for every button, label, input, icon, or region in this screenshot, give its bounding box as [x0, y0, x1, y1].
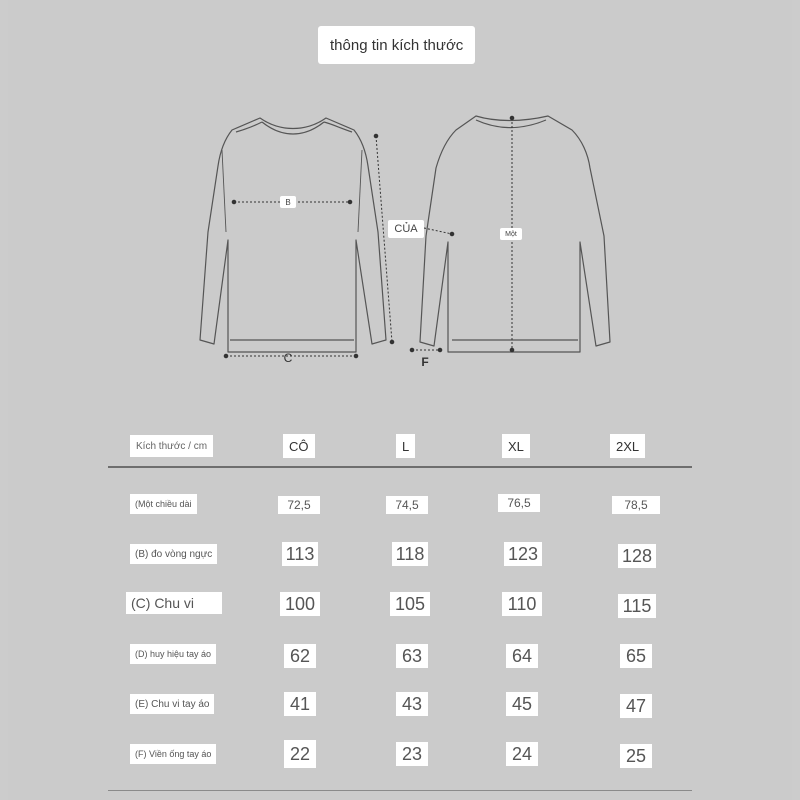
cell-circ-s: 100 [280, 592, 320, 616]
row-label-circumference: (C) Chu vi [126, 592, 222, 614]
row-label-sleeve-circumference: (E) Chu vi tay áo [130, 694, 214, 714]
cell-chest-xl: 123 [504, 542, 542, 566]
cell-sleeve-xl: 64 [506, 644, 538, 668]
cell-length-l: 74,5 [386, 496, 428, 514]
cell-length-2xl: 78,5 [612, 496, 660, 514]
cell-cuff-l: 23 [396, 742, 428, 766]
cell-circ-2xl: 115 [618, 594, 656, 618]
row-label-sleeve: (D) huy hiệu tay áo [130, 644, 216, 664]
cell-sleeve-2xl: 65 [620, 644, 652, 668]
row-label-length: (Một chiều dài [130, 494, 197, 514]
cell-sleevecirc-l: 43 [396, 692, 428, 716]
size-col-l: L [396, 434, 415, 458]
row-label-chest: (B) đo vòng ngực [130, 544, 217, 564]
header-divider [108, 466, 692, 468]
page-title: thông tin kích thước [318, 26, 475, 64]
cell-chest-s: 113 [282, 542, 318, 566]
cell-chest-l: 118 [392, 542, 428, 566]
cell-sleeve-s: 62 [284, 644, 316, 668]
chest-label: B [280, 196, 296, 208]
cell-circ-xl: 110 [502, 592, 542, 616]
size-col-xl: XL [502, 434, 530, 458]
front-shirt-outline [200, 118, 386, 352]
footer-divider [108, 790, 692, 791]
body-length-label: Một [500, 228, 522, 240]
cell-length-xl: 76,5 [498, 494, 540, 512]
cell-cuff-2xl: 25 [620, 744, 652, 768]
hem-label: C [283, 351, 293, 365]
cell-chest-2xl: 128 [618, 544, 656, 568]
size-col-2xl: 2XL [610, 434, 645, 458]
cell-sleevecirc-s: 41 [284, 692, 316, 716]
sleeve-circumference-label: CỦA [388, 220, 424, 238]
cuff-label: F [421, 355, 429, 369]
cell-sleevecirc-2xl: 47 [620, 694, 652, 718]
cell-sleevecirc-xl: 45 [506, 692, 538, 716]
row-label-cuff: (F) Viền ống tay áo [130, 744, 216, 764]
cell-cuff-s: 22 [284, 740, 316, 768]
cell-length-s: 72,5 [278, 496, 320, 514]
size-col-s: CÔ [283, 434, 315, 458]
cell-circ-l: 105 [390, 592, 430, 616]
cell-sleeve-l: 63 [396, 644, 428, 668]
size-header-label: Kích thước / cm [130, 435, 213, 457]
cell-cuff-xl: 24 [506, 742, 538, 766]
